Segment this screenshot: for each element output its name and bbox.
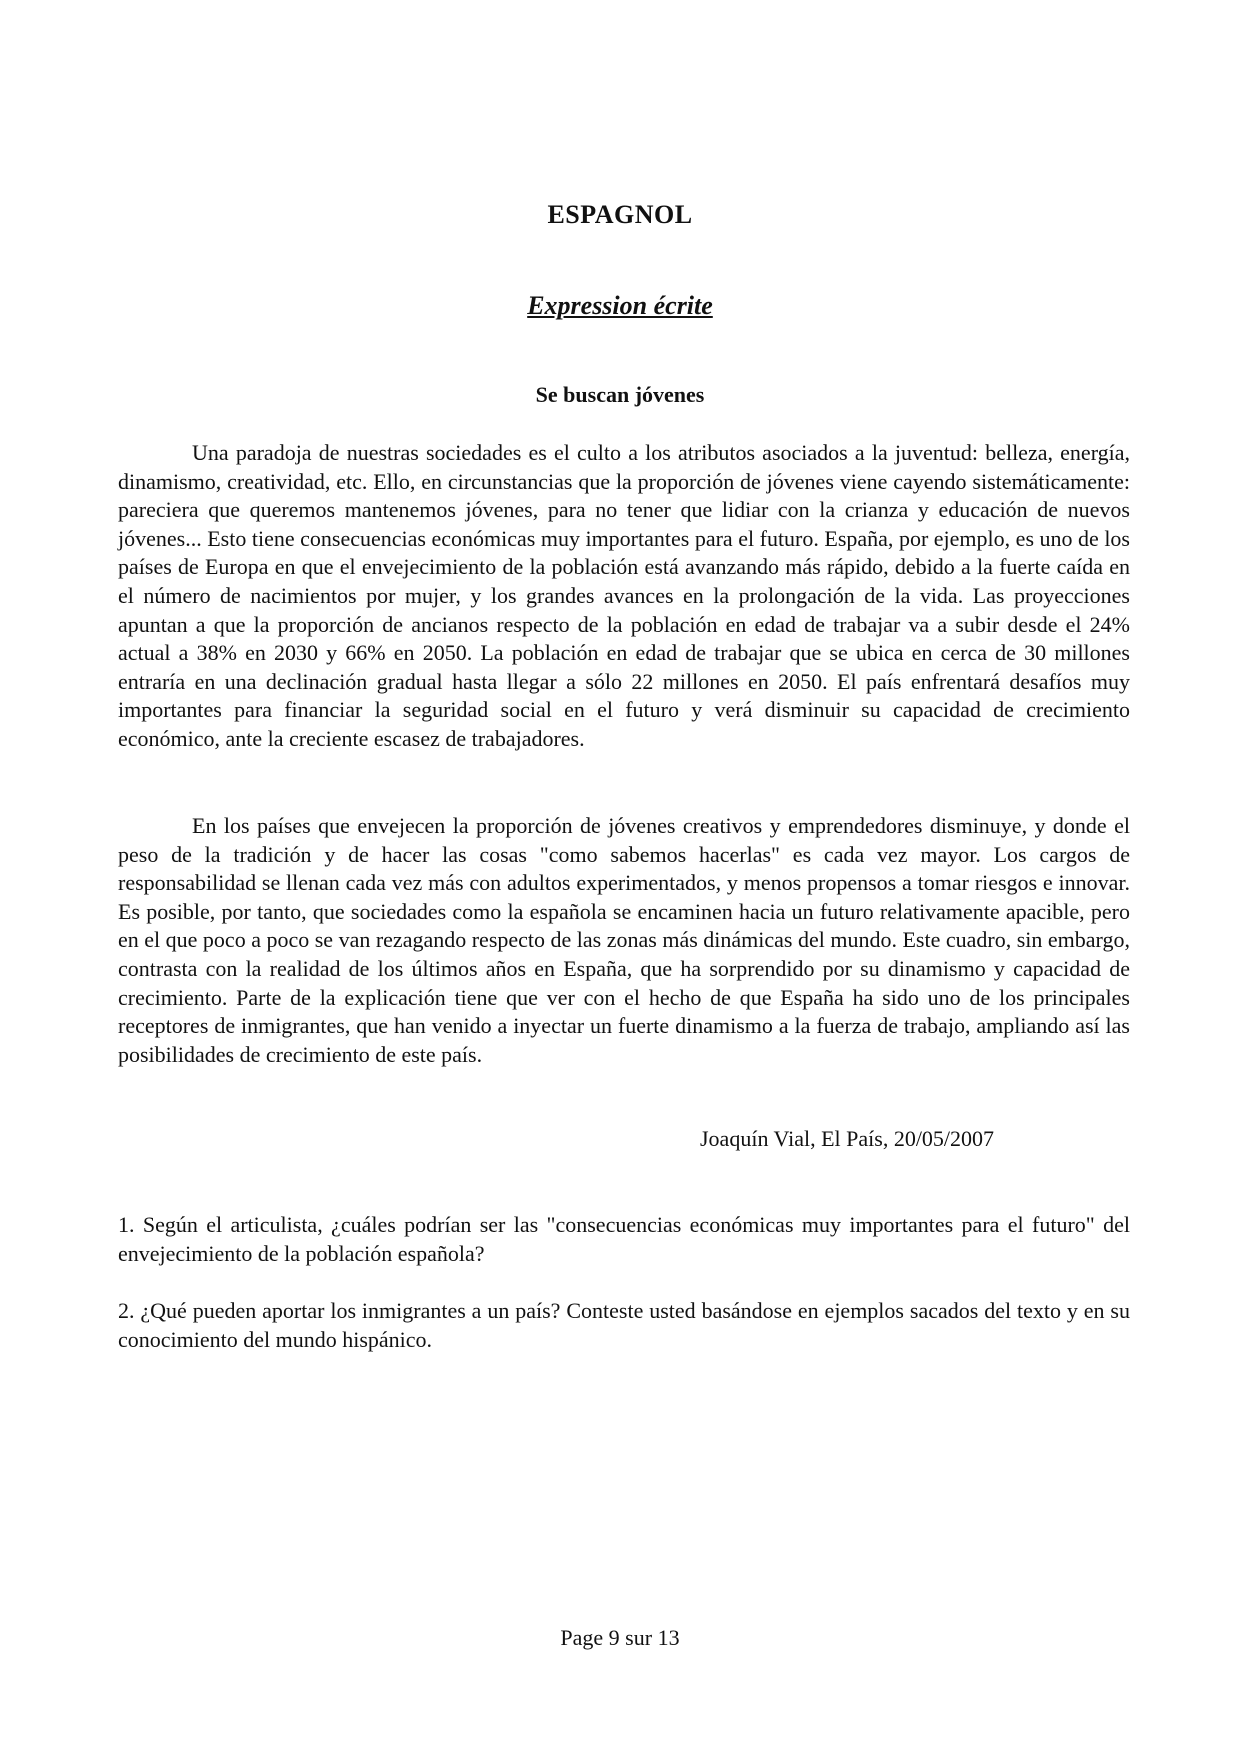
question-2: 2. ¿Qué pueden aportar los inmigrantes a un país? Conteste usted basándose en ejemplos sacados del texto y en su conocimiento del mundo hispánico. (118, 1298, 1130, 1352)
subject-heading: ESPAGNOL (547, 200, 693, 229)
article-paragraph-1: Una paradoja de nuestras sociedades es el culto a los atributos asociados a la juventud: belleza, energía, dinamismo, creatividad, etc. Ello, en circunstancias que la proporción de jóvenes viene cayendo sistemáticamente: pareciera que queremos mantenemos jóvenes, para no tener que lidiar con la crianza y educación de nuevos jóvenes... Esto tiene consecuencias económicas muy importantes para el futuro. España, por ejemplo, es uno de los países de Europa en que el envejecimiento de la población está avanzando más rápido, debido a la fuerte caída en el número de nacimientos por mujer, y los grandes avances en la prolongación de la vida. Las proyecciones apuntan a que la proporción de ancianos respecto de la población en edad de trabajar va a subir desde el 24% actual a 38% en 2030 y 66% en 2050. La población en edad de trabajar que se ubica en cerca de 30 millones entraría en una declinación gradual hasta llegar a sólo 22 millones en 2050. El país enfrentará desafíos muy importantes para financiar la seguridad social en el futuro y verá disminuir su capacidad de crecimiento económico, ante la creciente escasez de trabajadores. (118, 440, 1130, 751)
article-source: Joaquín Vial, El País, 20/05/2007 (700, 1126, 995, 1151)
page-number: Page 9 sur 13 (560, 1625, 680, 1650)
article-title: Se buscan jóvenes (535, 382, 705, 407)
section-heading: Expression écrite (527, 291, 713, 320)
article-paragraph-2: En los países que envejecen la proporción de jóvenes creativos y emprendedores disminuye, y donde el peso de la tradición y de hacer las cosas "como sabemos hacerlas" es cada vez mayor. Los cargos de responsabilidad se llenan cada vez más con adultos experimentados, y menos propensos a tomar riesgos e innovar. Es posible, por tanto, que sociedades como la española se encaminen hacia un futuro relativamente apacible, pero en el que poco a poco se van rezagando respecto de las zonas más dinámicas del mundo. Este cuadro, sin embargo, contrasta con la realidad de los últimos años en España, que ha sorprendido por su dinamismo y capacidad de crecimiento. Parte de la explicación tiene que ver con el hecho de que España ha sido uno de los principales receptores de inmigrantes, que han venido a inyectar un fuerte dinamismo a la fuerza de trabajo, ampliando así las posibilidades de crecimiento de este país. (118, 813, 1130, 1067)
question-1: 1. Según el articulista, ¿cuáles podrían ser las "consecuencias económicas muy importantes para el futuro" del envejecimiento de la población española? (118, 1212, 1130, 1266)
